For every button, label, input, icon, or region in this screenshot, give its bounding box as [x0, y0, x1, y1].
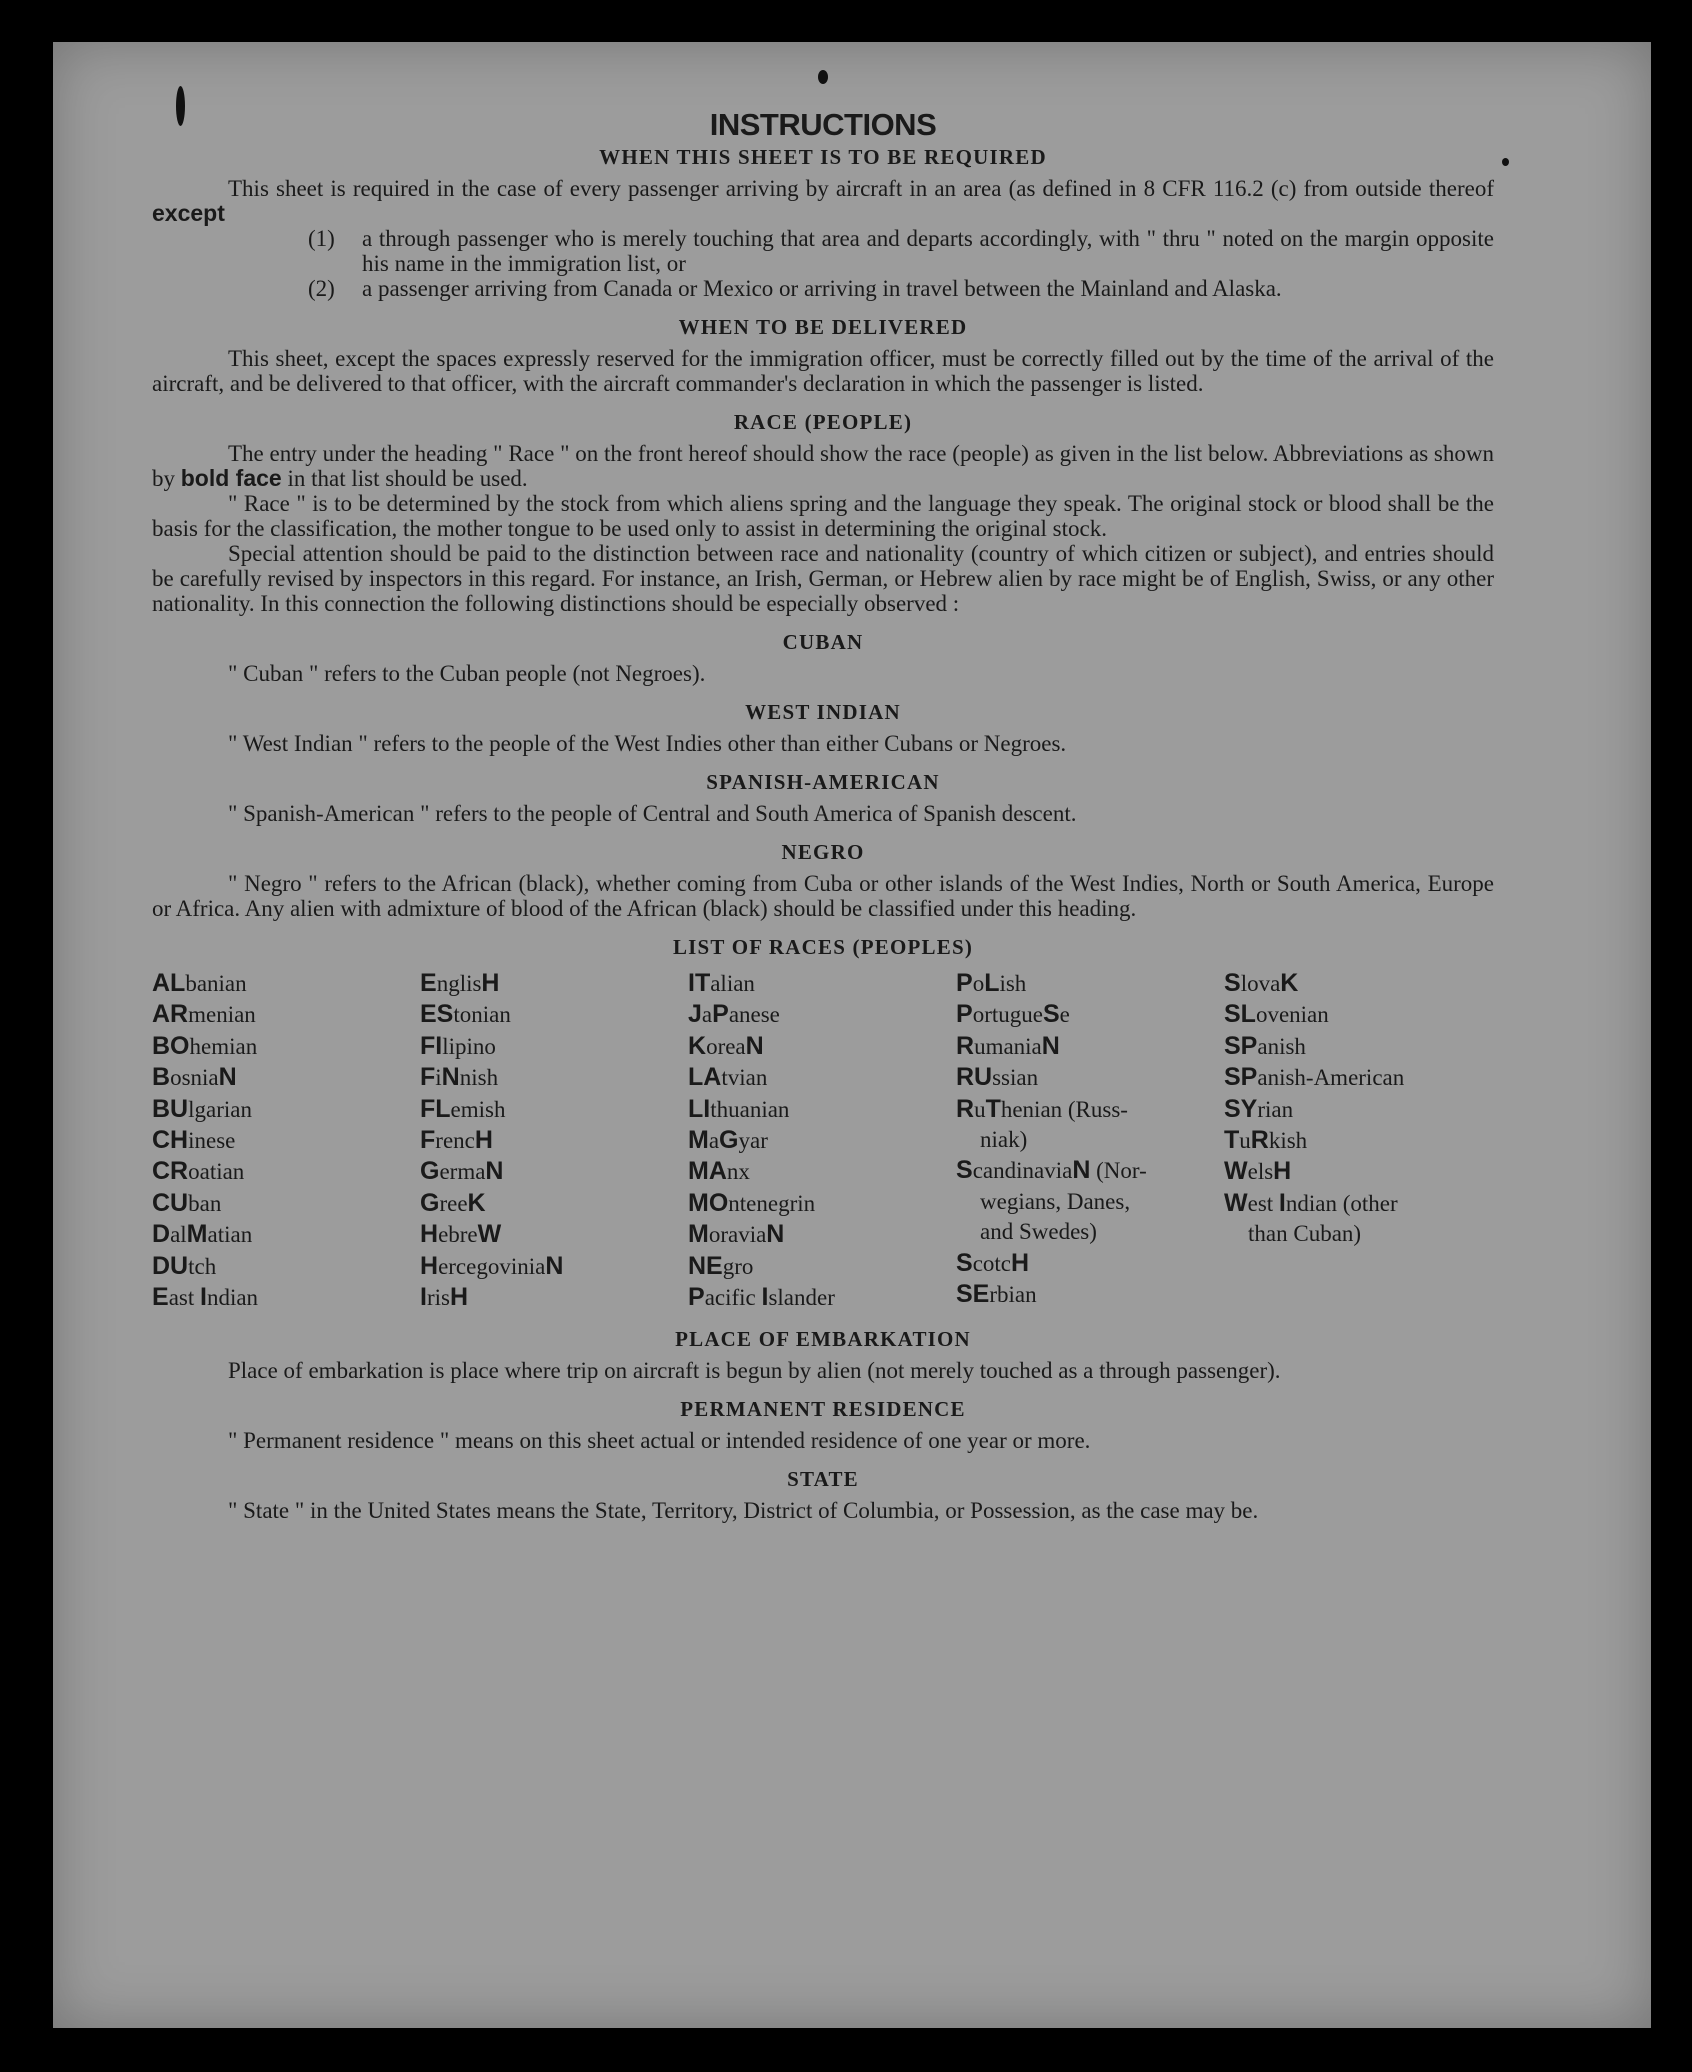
- race-paragraph-2: " Race " is to be determined by the stock from which aliens spring and the language they speak. The original stock or blood shall be the basis for the classification, the mother tongue to be used only to assist in determining the original stock.: [152, 491, 1494, 541]
- race-entry: SlovaK: [1224, 969, 1299, 997]
- race-entry: CHinese: [152, 1126, 236, 1155]
- race-entry: BUlgarian: [152, 1094, 252, 1123]
- race-entry: RumaniaN: [956, 1031, 1060, 1060]
- race-entry: Pacific Islander: [688, 1283, 835, 1312]
- races-column: [956, 968, 1224, 1313]
- race-entry: SYrian: [1224, 1094, 1294, 1123]
- race-entry: NEgro: [688, 1251, 754, 1280]
- race-entry: WelsH: [1224, 1157, 1292, 1186]
- race-entry: KoreaN: [688, 1031, 764, 1060]
- ink-smudge: [1502, 158, 1509, 166]
- race-entry: IrisH: [420, 1283, 469, 1312]
- heading-embarkation: PLACE OF EMBARKATION: [675, 1327, 971, 1352]
- race-entry: PoLish: [956, 969, 1027, 997]
- heading-race: RACE (PEOPLE): [733, 410, 913, 434]
- heading-permanent-residence: PERMANENT RESIDENCE: [680, 1397, 966, 1422]
- instructions-content: [152, 107, 1494, 1524]
- item-text: a passenger arriving from Canada or Mexico or arriving in travel between the Mainland and Alaska.: [362, 276, 1282, 301]
- required-paragraph: This sheet is required in the case of every passenger arriving by aircraft in an area (as defined in 8 CFR 116.2 (c) from outside thereof except: [152, 176, 1494, 226]
- race-entry: LAtvian: [688, 1063, 768, 1092]
- race-entry: FrencH: [420, 1126, 493, 1155]
- ink-smudge: [818, 70, 828, 84]
- race-entry: DalMatian: [152, 1220, 253, 1249]
- race-entry: EnglisH: [420, 969, 500, 997]
- item-number: (2): [308, 276, 335, 301]
- race-entry: RuThenian (Russ- niak): [956, 1094, 1128, 1153]
- list-item: [152, 276, 1494, 301]
- state-paragraph: " State " in the United States means the State, Territory, District of Columbia, or Possession, as the case may be.: [228, 1498, 1259, 1524]
- race-entry: PortugueSe: [956, 1000, 1070, 1029]
- race-entry: JaPanese: [688, 1000, 780, 1029]
- heading-delivered: WHEN TO BE DELIVERED: [678, 315, 968, 339]
- delivered-paragraph: This sheet, except the spaces expressly reserved for the immigration officer, must be correctly filled out by the time of the arrival of the aircraft, and be delivered to that officer, with the aircraft commander's declaration in which the passenger is listed.: [152, 346, 1494, 396]
- required-bold-word: except: [152, 200, 225, 226]
- races-column: [420, 968, 688, 1313]
- heading-negro: NEGRO: [781, 840, 865, 864]
- races-column: [152, 968, 420, 1313]
- race-paragraph-3: Special attention should be paid to the distinction between race and nationality (country of which citizen or subject), and entries should be carefully revised by inspectors in this regard. For instance, an Irish, German, or Hebrew alien by race might be of English, Swiss, or any other nationality. In this connection the following distinctions should be especially observed :: [152, 541, 1494, 616]
- negro-paragraph: " Negro " refers to the African (black), whether coming from Cuba or other islands of the West Indies, North or South America, Europe or Africa. Any alien with admixture of blood of the African (black) should be classified under this heading.: [152, 871, 1494, 921]
- list-item: [152, 226, 1494, 276]
- race-entry: SPanish: [1224, 1031, 1306, 1060]
- spanish-american-paragraph: " Spanish-American " refers to the people of Central and South America of Spanish descent.: [228, 801, 1077, 826]
- race-entry: FIlipino: [420, 1031, 496, 1060]
- races-list: [152, 968, 1494, 1313]
- race-entry: GreeK: [420, 1188, 486, 1217]
- race-entry: BOhemian: [152, 1031, 258, 1060]
- heading-spanish-american: SPANISH-AMERICAN: [706, 770, 940, 794]
- race-entry: EStonian: [420, 1000, 511, 1029]
- race-entry: MoraviaN: [688, 1220, 785, 1249]
- heading-list-of-races: LIST OF RACES (PEOPLES): [672, 935, 974, 959]
- race-entry: FiNnish: [420, 1063, 499, 1092]
- race-entry: FLemish: [420, 1094, 506, 1123]
- residence-paragraph: " Permanent residence " means on this sheet actual or intended residence of one year or more.: [228, 1428, 1091, 1454]
- race-entry: ALbanian: [152, 969, 247, 997]
- race-entry: BosniaN: [152, 1063, 237, 1092]
- race-entry: SPanish-American: [1224, 1063, 1405, 1092]
- race-entry: ARmenian: [152, 1000, 256, 1029]
- races-column: [1224, 968, 1492, 1313]
- heading-cuban: CUBAN: [782, 630, 864, 654]
- race-paragraph-1: The entry under the heading " Race " on the front hereof should show the race (people) as given in the list below. Abbreviations as shown by bold face in that list should be used.: [152, 441, 1494, 491]
- race-entry: GermaN: [420, 1157, 504, 1186]
- embarkation-paragraph: Place of embarkation is place where trip on aircraft is begun by alien (not merely touched as a through passenger).: [228, 1358, 1281, 1384]
- race-entry: MOntenegrin: [688, 1188, 816, 1217]
- heading-west-indian: WEST INDIAN: [745, 700, 901, 724]
- race-entry: MaGyar: [688, 1126, 768, 1155]
- races-column: [688, 968, 956, 1313]
- page-title: INSTRUCTIONS: [709, 107, 937, 142]
- race-entry: LIthuanian: [688, 1094, 790, 1123]
- race-entry: RUssian: [956, 1063, 1039, 1092]
- item-number: (1): [308, 226, 335, 251]
- heading-required: WHEN THIS SHEET IS TO BE REQUIRED: [599, 145, 1047, 169]
- race-entry: ITalian: [688, 969, 755, 997]
- bold-face-text: bold face: [180, 465, 282, 491]
- cuban-paragraph: " Cuban " refers to the Cuban people (not Negroes).: [228, 661, 706, 686]
- race-entry: HercegoviniaN: [420, 1251, 564, 1280]
- race-entry: ScandinaviaN (Nor- wegians, Danes, and Swedes): [956, 1156, 1147, 1245]
- item-text: a through passenger who is merely touching that area and departs accordingly, with " thru " noted on the margin opposite his name in the immigration list, or: [362, 226, 1494, 276]
- race-entry: MAnx: [688, 1157, 750, 1186]
- race-entry: SLovenian: [1224, 1000, 1329, 1029]
- west-indian-paragraph: " West Indian " refers to the people of the West Indies other than either Cubans or Negroes.: [228, 731, 1067, 756]
- race-entry: ScotcH: [956, 1248, 1030, 1277]
- race-entry: SErbian: [956, 1280, 1037, 1309]
- race-entry: CUban: [152, 1188, 222, 1217]
- race-entry: East Indian: [152, 1283, 259, 1312]
- heading-state: STATE: [787, 1467, 859, 1492]
- race-entry: West Indian (other than Cuban): [1224, 1188, 1398, 1247]
- race-entry: TuRkish: [1224, 1126, 1308, 1155]
- race-entry: HebreW: [420, 1220, 502, 1249]
- race-entry: DUtch: [152, 1251, 217, 1280]
- race-entry: CRoatian: [152, 1157, 245, 1186]
